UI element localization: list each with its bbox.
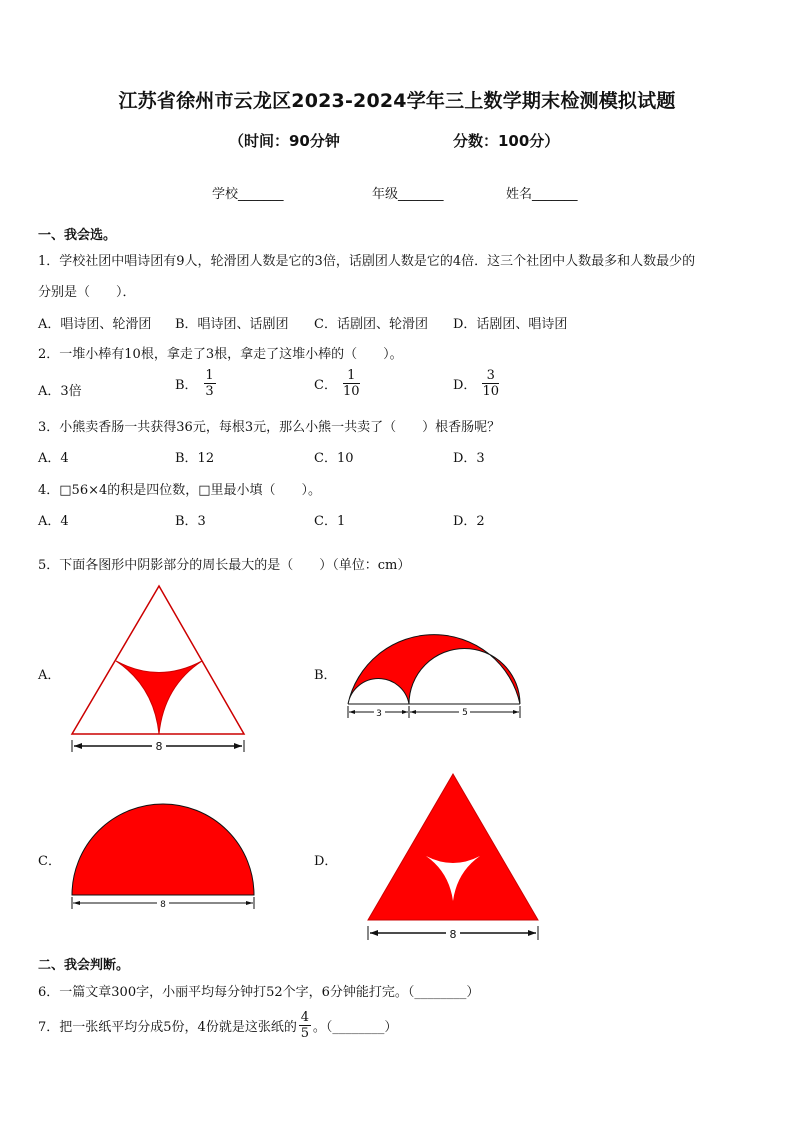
- dim-arrow: [73, 901, 80, 905]
- figure-c-dimension: 8: [160, 900, 166, 910]
- dim-arrow: [246, 901, 253, 905]
- dim-arrow: [234, 743, 242, 749]
- question-4: 4．□56×4的积是四位数，□里最小填（ ）。: [38, 483, 322, 498]
- q1-option-c[interactable]: C．话剧团、轮滑团: [314, 317, 428, 332]
- section-1-title: 一、我会选。: [38, 228, 117, 243]
- q2-option-b-fraction: [204, 368, 216, 399]
- figure-a: [64, 580, 254, 760]
- exam-title: 江苏省徐州市云龙区2023-2024学年三上数学期末检测模拟试题: [118, 90, 676, 112]
- dim-arrow: [370, 930, 378, 936]
- q1-option-a[interactable]: A．唱诗团、轮滑团: [38, 317, 152, 332]
- fraction-numerator: 3: [486, 368, 495, 383]
- q5-option-a[interactable]: A．: [38, 668, 61, 683]
- fraction-numerator: 4: [300, 1010, 309, 1025]
- question-7-fraction: [299, 1010, 311, 1041]
- dim-arrow: [528, 930, 536, 936]
- q5-option-c[interactable]: C．: [38, 854, 61, 869]
- q3-option-a[interactable]: A．4: [38, 451, 69, 466]
- question-3: 3．小熊卖香肠一共获得36元，每根3元，那么小熊一共卖了（ ）根香肠呢？: [38, 420, 501, 435]
- q3-option-c[interactable]: C．10: [314, 451, 354, 466]
- q4-option-a[interactable]: A．4: [38, 514, 69, 529]
- q5-option-b[interactable]: B．: [314, 668, 337, 683]
- q4-option-c[interactable]: C．1: [314, 514, 346, 529]
- figure-b-dimension-small: 3: [376, 709, 382, 719]
- question-1-line2: 分别是（ ）．: [38, 285, 136, 300]
- fraction-denominator: 3: [205, 384, 214, 399]
- figure-a-shaded-region: [116, 661, 202, 734]
- q5-option-d[interactable]: D．: [314, 854, 338, 869]
- fraction-denominator: 10: [342, 384, 360, 399]
- q2-option-b-label: B．: [175, 378, 198, 393]
- question-1-line1: 1．学校社团中唱诗团有9人，轮滑团人数是它的3倍，话剧团人数是它的4倍．这三个社团中人数最多和人数最少的: [38, 254, 696, 269]
- exam-time: （时间：90分钟: [229, 132, 340, 150]
- figure-b-shaded-region: [348, 635, 520, 704]
- q3-option-d[interactable]: D．3: [453, 451, 485, 466]
- question-7-blank: 。（________）: [312, 1020, 398, 1035]
- q2-option-b[interactable]: [175, 368, 216, 399]
- exam-score: 分数：100分）: [453, 132, 560, 150]
- figure-b: [344, 620, 528, 724]
- fraction-numerator: 1: [205, 368, 214, 383]
- figure-d: [360, 768, 550, 948]
- question-7: [38, 1010, 397, 1041]
- q1-option-d[interactable]: D．话剧团、唱诗团: [453, 317, 568, 332]
- dim-arrow: [410, 710, 416, 714]
- q2-option-c-label: C．: [314, 378, 337, 393]
- question-5: 5．下面各图形中阴影部分的周长最大的是（ ）（单位：cm）: [38, 558, 411, 573]
- q2-option-a[interactable]: A．3倍: [38, 384, 82, 399]
- dim-arrow: [402, 710, 408, 714]
- figure-c-shaded-region: [72, 804, 254, 895]
- q2-option-d[interactable]: [453, 368, 499, 399]
- school-field: 学校_______: [212, 187, 284, 202]
- fraction-numerator: 1: [347, 368, 356, 383]
- q4-option-d[interactable]: D．2: [453, 514, 485, 529]
- figure-a-dimension: 8: [155, 740, 163, 753]
- dim-arrow: [349, 710, 355, 714]
- q2-option-c-fraction: [343, 368, 360, 399]
- fraction-denominator: 5: [300, 1026, 309, 1041]
- fraction-denominator: 10: [482, 384, 499, 399]
- q2-option-d-label: D．: [453, 378, 477, 393]
- q1-option-b[interactable]: B．唱诗团、话剧团: [175, 317, 289, 332]
- figure-d-dimension: 8: [449, 928, 457, 941]
- name-field: 姓名_______: [506, 187, 578, 202]
- question-2: 2．一堆小棒有10根，拿走了3根，拿走了这堆小棒的（ ）。: [38, 347, 403, 362]
- dim-arrow: [74, 743, 82, 749]
- q2-option-d-fraction: [482, 368, 499, 399]
- grade-field: 年级_______: [372, 187, 444, 202]
- dim-arrow: [513, 710, 519, 714]
- question-6: 6．一篇文章300字，小丽平均每分钟打52个字，6分钟能打完。（________）: [38, 985, 480, 1000]
- question-7-text: 7．把一张纸平均分成5份，4份就是这张纸的: [38, 1020, 297, 1035]
- q3-option-b[interactable]: B．12: [175, 451, 215, 466]
- q4-option-b[interactable]: B．3: [175, 514, 206, 529]
- figure-c: [68, 800, 258, 912]
- section-2-title: 二、我会判断。: [38, 958, 130, 973]
- figure-b-dimension-large: 5: [462, 708, 468, 718]
- q2-option-c[interactable]: [314, 368, 360, 399]
